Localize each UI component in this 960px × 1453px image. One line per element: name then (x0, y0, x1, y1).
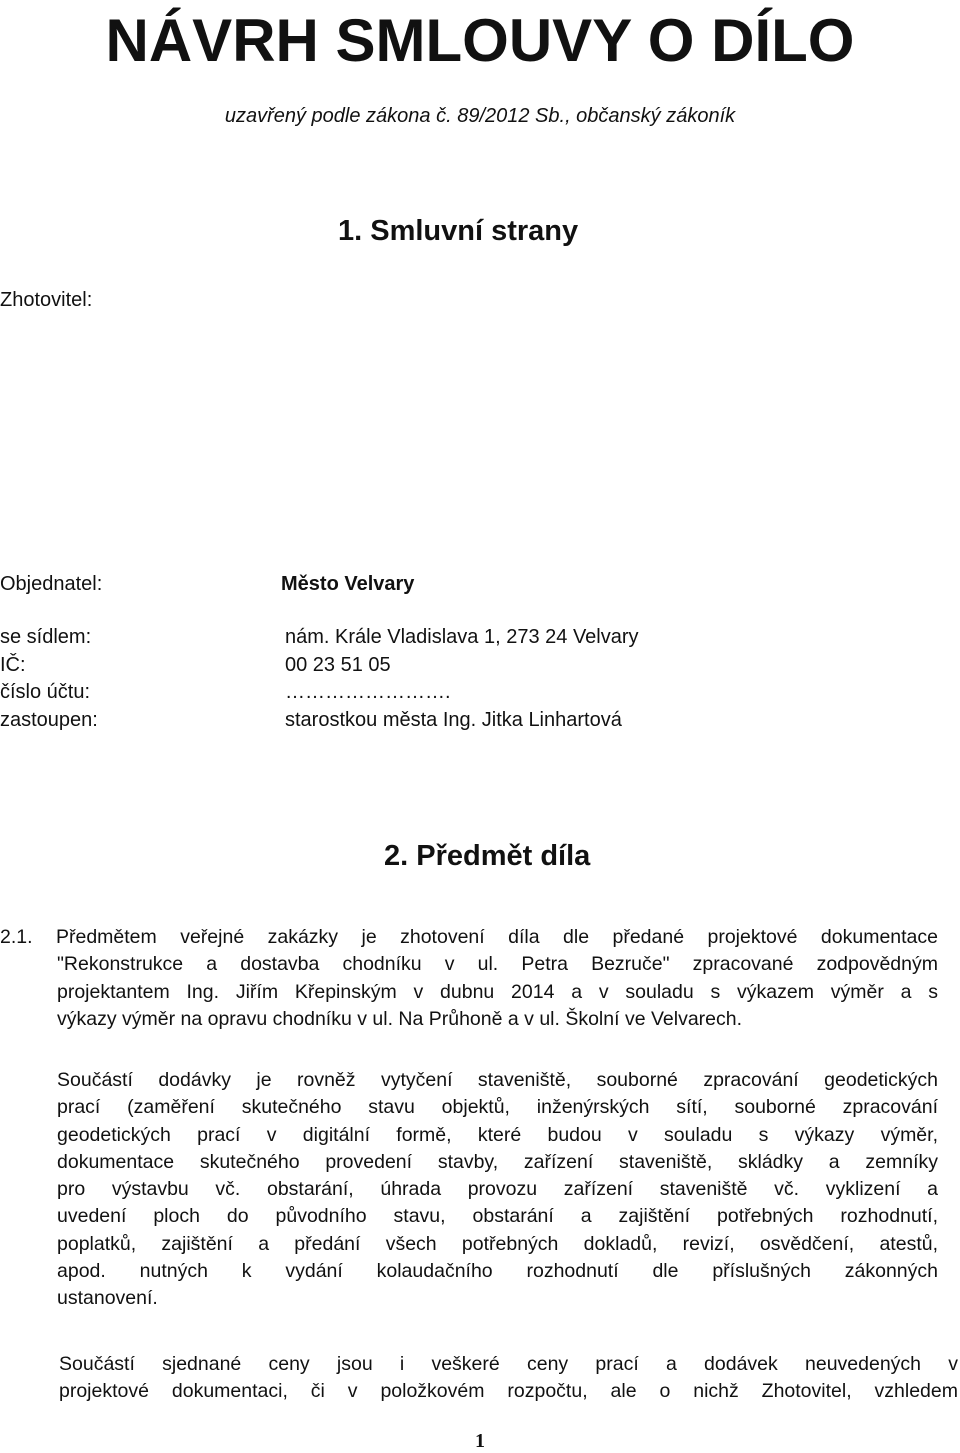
paragraph-line: poplatků, zajištění a předání všech potřebných dokladů, revizí, osvědčení, atestů, (57, 1232, 938, 1255)
paragraph-scope (57, 1067, 938, 1313)
ic-label: IČ: (0, 654, 26, 676)
seat-value: nám. Krále Vladislava 1, 273 24 Velvary (285, 626, 639, 648)
paragraph-line: výkazy výměr na opravu chodníku v ul. Na Průhoně a v ul. Školní ve Velvarech. (57, 1007, 743, 1030)
paragraph-line: 2.1. Předmětem veřejné zakázky je zhotovení díla dle předané projektové dokumentace (0, 926, 938, 948)
paragraph-price (59, 1351, 958, 1406)
paragraph-line: pro výstavbu vč. obstarání, úhrada provozu zařízení staveniště vč. vyklizení a (57, 1178, 938, 1201)
section-1-heading: 1. Smluvní strany (338, 215, 579, 247)
client-name: Město Velvary (281, 573, 415, 595)
paragraph-line: apod. nutných k vydání kolaudačního rozhodnutí dle příslušných zákonných (57, 1260, 938, 1283)
paragraph-line: prací (zaměření skutečného stavu objektů, inženýrských sítí, souborné zpracování (57, 1096, 938, 1119)
client-label: Objednatel: (0, 573, 103, 595)
paragraph-line: projektové dokumentaci, či v položkovém rozpočtu, ale o nichž Zhotovitel, vzhledem (59, 1380, 958, 1403)
paragraph-line: dokumentace skutečného provedení stavby, zařízení staveniště, skládky a zemníky (57, 1150, 938, 1173)
section-2-heading: 2. Předmět díla (384, 840, 591, 872)
paragraph-2-1 (0, 924, 938, 1033)
paragraph-line: geodetických prací v digitální formě, které budou v souladu s výkazy výměr, (57, 1123, 938, 1146)
paragraph-line: ustanovení. (57, 1287, 158, 1310)
account-value: ……………………. (285, 681, 451, 703)
contractor-label: Zhotovitel: (0, 289, 93, 311)
paragraph-line: uvedení ploch do původního stavu, obstarání a zajištění potřebných rozhodnutí, (57, 1205, 938, 1228)
account-label: číslo účtu: (0, 681, 91, 703)
paragraph-line: Součástí dodávky je rovněž vytyčení staveniště, souborné zpracování geodetických (57, 1069, 938, 1091)
page-number: 1 (475, 1430, 485, 1452)
ic-value: 00 23 51 05 (285, 654, 391, 676)
represented-value: starostkou města Ing. Jitka Linhartová (285, 709, 622, 731)
document-subtitle: uzavřený podle zákona č. 89/2012 Sb., občanský zákoník (224, 105, 736, 127)
represented-label: zastoupen: (0, 709, 98, 731)
document-title: NÁVRH SMLOUVY O DÍLO (105, 7, 855, 74)
paragraph-line: "Rekonstrukce a dostavba chodníku v ul. Petra Bezruče" zpracované zodpovědným (57, 953, 938, 976)
paragraph-line: Součástí sjednané ceny jsou i veškeré ceny prací a dodávek neuvedených v (59, 1353, 958, 1375)
paragraph-line: projektantem Ing. Jiřím Křepinským v dubnu 2014 a v souladu s výkazem výměr a s (57, 980, 938, 1003)
seat-label: se sídlem: (0, 626, 92, 648)
